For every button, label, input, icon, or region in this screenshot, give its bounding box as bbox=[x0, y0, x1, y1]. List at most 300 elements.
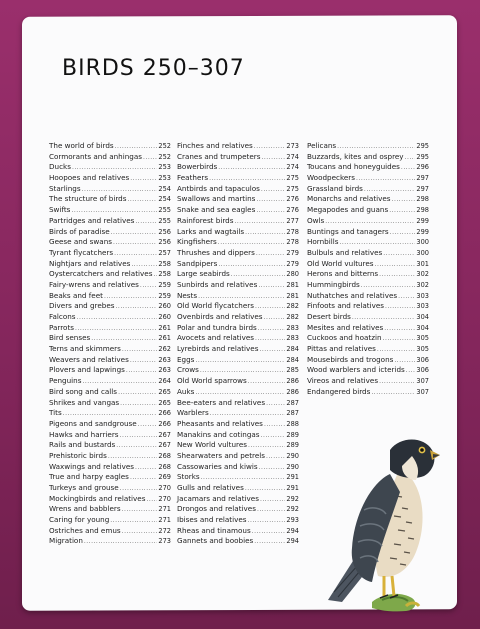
entry-page-number: 254 bbox=[158, 184, 171, 193]
entry-page-number: 277 bbox=[286, 216, 299, 225]
entry-page-number: 266 bbox=[158, 419, 171, 428]
contents-entry bbox=[49, 227, 171, 238]
contents-entry bbox=[307, 376, 429, 387]
entry-page-number: 279 bbox=[286, 259, 299, 268]
entry-page-number: 294 bbox=[286, 537, 299, 546]
entry-page-number: 300 bbox=[416, 248, 429, 257]
contents-entry bbox=[177, 344, 299, 355]
contents-entry bbox=[49, 419, 171, 430]
entry-page-number: 295 bbox=[416, 152, 429, 161]
contents-entry bbox=[307, 333, 429, 344]
entry-page-number: 302 bbox=[416, 270, 429, 279]
dot-leader bbox=[116, 442, 157, 449]
contents-entry bbox=[177, 515, 299, 526]
entry-page-number: 260 bbox=[158, 313, 171, 321]
entry-page-number: 271 bbox=[158, 505, 171, 514]
contents-entry bbox=[49, 152, 171, 163]
entry-label: Fairy-wrens and relatives bbox=[49, 279, 139, 289]
contents-entry bbox=[177, 376, 299, 387]
entry-label: Tyrant flycatchers bbox=[49, 247, 114, 257]
contents-column-3 bbox=[307, 141, 429, 398]
contents-entry bbox=[49, 408, 171, 419]
entry-label: Snake and sea eagles bbox=[177, 205, 256, 215]
dot-leader bbox=[195, 389, 285, 396]
entry-page-number: 299 bbox=[416, 216, 429, 225]
entry-label: Feathers bbox=[177, 173, 209, 183]
entry-label: Divers and grebes bbox=[49, 301, 115, 311]
entry-label: Bowerbirds bbox=[177, 162, 218, 172]
entry-label: Hawks and harriers bbox=[49, 429, 119, 439]
contents-entry bbox=[177, 387, 299, 398]
entry-label: Sunbirds and relatives bbox=[177, 279, 258, 289]
entry-page-number: 261 bbox=[158, 323, 171, 332]
dot-leader bbox=[383, 335, 416, 342]
dot-leader bbox=[91, 335, 157, 342]
contents-entry bbox=[307, 280, 429, 291]
entry-label: Cranes and trumpeters bbox=[177, 151, 261, 161]
entry-label: Bulbuls and relatives bbox=[307, 247, 383, 257]
dot-leader bbox=[130, 474, 157, 481]
entry-label: Gulls and relatives bbox=[177, 483, 244, 492]
entry-label: Migration bbox=[49, 536, 83, 546]
dot-leader bbox=[198, 293, 285, 300]
entry-page-number: 269 bbox=[158, 473, 171, 482]
contents-entry bbox=[307, 237, 429, 248]
entry-page-number: 267 bbox=[158, 441, 171, 450]
entry-label: Gannets and boobies bbox=[177, 536, 254, 546]
entry-label: Thrushes and dippers bbox=[177, 247, 255, 257]
dot-leader bbox=[113, 239, 157, 246]
contents-entry bbox=[49, 451, 171, 462]
contents-entry bbox=[49, 312, 171, 323]
contents-entry bbox=[49, 301, 171, 312]
entry-page-number: 260 bbox=[158, 302, 171, 311]
entry-label: Ovenbirds and relatives bbox=[177, 312, 263, 321]
contents-entry bbox=[307, 355, 429, 366]
contents-entry bbox=[177, 205, 299, 216]
entry-page-number: 296 bbox=[416, 163, 429, 172]
entry-label: Sandpipers bbox=[177, 258, 218, 268]
entry-label: Cormorants and anhingas bbox=[49, 151, 142, 161]
dot-leader bbox=[255, 303, 285, 310]
dot-leader bbox=[84, 538, 158, 545]
contents-entry bbox=[177, 408, 299, 419]
contents-entry bbox=[307, 301, 429, 312]
entry-page-number: 280 bbox=[286, 270, 299, 279]
entry-page-number: 283 bbox=[286, 334, 299, 343]
entry-page-number: 295 bbox=[416, 142, 429, 150]
dot-leader bbox=[255, 335, 285, 342]
entry-page-number: 253 bbox=[158, 174, 171, 183]
entry-label: Prehistoric birds bbox=[49, 450, 107, 460]
entry-page-number: 286 bbox=[286, 377, 299, 386]
dot-leader bbox=[261, 432, 286, 439]
dot-leader bbox=[266, 453, 285, 460]
entry-page-number: 302 bbox=[416, 280, 429, 289]
entry-page-number: 278 bbox=[286, 238, 299, 247]
contents-entry bbox=[177, 440, 299, 451]
contents-entry bbox=[307, 216, 429, 227]
entry-label: True and harpy eagles bbox=[49, 472, 129, 482]
entry-label: Starlings bbox=[49, 183, 81, 193]
entry-label: Wrens and babblers bbox=[49, 504, 121, 514]
entry-page-number: 276 bbox=[286, 195, 299, 204]
contents-entry bbox=[307, 248, 429, 259]
dot-leader bbox=[406, 367, 416, 374]
dot-leader bbox=[127, 196, 157, 203]
entry-page-number: 265 bbox=[158, 398, 171, 407]
entry-page-number: 270 bbox=[158, 484, 171, 492]
entry-page-number: 285 bbox=[286, 366, 299, 375]
entry-label: Vireos and relatives bbox=[307, 376, 379, 386]
dot-leader bbox=[135, 464, 157, 471]
entry-label: Endangered birds bbox=[307, 386, 371, 396]
contents-entry bbox=[177, 526, 299, 537]
entry-page-number: 258 bbox=[158, 270, 171, 279]
entry-page-number: 289 bbox=[286, 441, 299, 450]
dot-leader bbox=[337, 143, 415, 150]
entry-page-number: 294 bbox=[286, 526, 299, 535]
entry-label: Parrots bbox=[49, 322, 75, 332]
entry-page-number: 256 bbox=[158, 238, 171, 247]
contents-entry bbox=[177, 494, 299, 505]
dot-leader bbox=[385, 303, 415, 310]
dot-leader bbox=[259, 346, 285, 353]
entry-label: Megapodes and guans bbox=[307, 205, 389, 215]
entry-label: Ostriches and emus bbox=[49, 525, 121, 535]
contents-entry bbox=[49, 344, 171, 355]
dot-leader bbox=[248, 517, 286, 524]
contents-entry bbox=[307, 387, 429, 398]
entry-label: Herons and bitterns bbox=[307, 269, 379, 279]
contents-column-1 bbox=[49, 141, 171, 547]
dot-leader bbox=[146, 496, 157, 503]
entry-label: Terns and skimmers bbox=[49, 344, 121, 354]
entry-label: Crows bbox=[177, 365, 199, 375]
dot-leader bbox=[398, 293, 415, 300]
dot-leader bbox=[245, 485, 286, 492]
entry-label: Weavers and relatives bbox=[49, 354, 129, 364]
entry-label: Rails and bustards bbox=[49, 440, 116, 450]
entry-page-number: 301 bbox=[416, 259, 429, 268]
entry-page-number: 307 bbox=[416, 387, 429, 396]
entry-page-number: 281 bbox=[286, 280, 299, 289]
entry-page-number: 305 bbox=[416, 345, 429, 354]
entry-label: Mockingbirds and relatives bbox=[49, 493, 146, 503]
contents-entry bbox=[177, 237, 299, 248]
entry-label: Grassland birds bbox=[307, 183, 363, 193]
entry-page-number: 274 bbox=[286, 152, 299, 161]
entry-page-number: 264 bbox=[158, 377, 171, 386]
entry-page-number: 300 bbox=[416, 238, 429, 247]
contents-entry bbox=[177, 152, 299, 163]
contents-entry bbox=[177, 333, 299, 344]
contents-entry bbox=[177, 419, 299, 430]
dot-leader bbox=[108, 453, 158, 460]
contents-entry bbox=[177, 355, 299, 366]
entry-label: Antbirds and tapaculos bbox=[177, 183, 260, 193]
entry-label: Hoopoes and relatives bbox=[49, 173, 130, 183]
contents-entry bbox=[307, 344, 429, 355]
contents-entry bbox=[49, 269, 171, 280]
contents-entry bbox=[177, 462, 299, 473]
dot-leader bbox=[266, 400, 285, 407]
entry-page-number: 298 bbox=[416, 195, 429, 204]
page-title: BIRDS 250–307 bbox=[62, 56, 245, 81]
entry-label: Mesites and relatives bbox=[307, 322, 384, 332]
entry-label: Plovers and lapwings bbox=[49, 365, 125, 375]
entry-page-number: 292 bbox=[286, 494, 299, 503]
dot-leader bbox=[379, 271, 415, 278]
entry-page-number: 307 bbox=[416, 377, 429, 386]
entry-label: Lyrebirds and relatives bbox=[177, 344, 259, 354]
contents-entry bbox=[177, 248, 299, 259]
entry-page-number: 291 bbox=[286, 484, 299, 492]
contents-entry bbox=[307, 162, 429, 173]
entry-label: Turkeys and grouse bbox=[49, 483, 119, 492]
dot-leader bbox=[231, 271, 286, 278]
contents-entry bbox=[49, 205, 171, 216]
entry-label: Nuthatches and relatives bbox=[307, 290, 398, 300]
entry-page-number: 252 bbox=[158, 142, 171, 150]
entry-page-number: 272 bbox=[158, 526, 171, 535]
dot-leader bbox=[264, 421, 285, 428]
entry-page-number: 276 bbox=[286, 206, 299, 215]
contents-entry bbox=[307, 259, 429, 270]
entry-page-number: 261 bbox=[158, 334, 171, 343]
entry-page-number: 278 bbox=[286, 227, 299, 236]
entry-label: Rainforest birds bbox=[177, 215, 234, 225]
contents-entry bbox=[177, 173, 299, 184]
entry-label: Monarchs and relatives bbox=[307, 194, 391, 204]
entry-page-number: 291 bbox=[286, 473, 299, 482]
dot-leader bbox=[122, 346, 158, 353]
entry-page-number: 298 bbox=[416, 206, 429, 215]
entry-label: Hornbills bbox=[307, 237, 339, 247]
dot-leader bbox=[361, 282, 416, 289]
contents-entry bbox=[49, 462, 171, 473]
dot-leader bbox=[379, 378, 415, 385]
dot-leader bbox=[256, 196, 285, 203]
entry-page-number: 304 bbox=[416, 313, 429, 321]
entry-label: Birds of paradise bbox=[49, 226, 110, 236]
dot-leader bbox=[118, 389, 157, 396]
dot-leader bbox=[352, 314, 416, 321]
entry-page-number: 305 bbox=[416, 334, 429, 343]
contents-entry bbox=[177, 398, 299, 409]
dot-leader bbox=[371, 389, 415, 396]
entry-page-number: 287 bbox=[286, 398, 299, 407]
dot-leader bbox=[256, 207, 285, 214]
entry-page-number: 273 bbox=[286, 142, 299, 150]
entry-label: Bee-eaters and relatives bbox=[177, 397, 266, 407]
contents-entry bbox=[49, 248, 171, 259]
entry-label: Old World vultures bbox=[307, 258, 374, 268]
dot-leader bbox=[392, 196, 416, 203]
dot-leader bbox=[143, 154, 157, 161]
dot-leader bbox=[120, 400, 157, 407]
entry-page-number: 286 bbox=[286, 387, 299, 396]
dot-leader bbox=[254, 143, 286, 150]
dot-leader bbox=[116, 303, 158, 310]
entry-label: Jacamars and relatives bbox=[177, 493, 259, 503]
contents-entry bbox=[177, 291, 299, 302]
entry-label: Pigeons and sandgrouse bbox=[49, 418, 137, 428]
contents-entry bbox=[307, 227, 429, 238]
contents-entry bbox=[49, 494, 171, 505]
entry-label: Nests bbox=[177, 290, 198, 300]
entry-page-number: 255 bbox=[158, 206, 171, 215]
entry-label: Bird senses bbox=[49, 333, 91, 343]
contents-entry bbox=[307, 205, 429, 216]
dot-leader bbox=[261, 186, 285, 193]
contents-entry bbox=[307, 194, 429, 205]
entry-page-number: 304 bbox=[416, 323, 429, 332]
entry-label: Polar and tundra birds bbox=[177, 322, 257, 332]
entry-label: Large seabirds bbox=[177, 269, 230, 279]
dot-leader bbox=[377, 346, 416, 353]
dot-leader bbox=[405, 154, 416, 161]
contents-entry bbox=[49, 237, 171, 248]
dot-leader bbox=[82, 186, 158, 193]
entry-label: Drongos and relatives bbox=[177, 504, 256, 514]
entry-page-number: 275 bbox=[286, 184, 299, 193]
contents-entry bbox=[49, 376, 171, 387]
entry-page-number: 303 bbox=[416, 291, 429, 300]
dot-leader bbox=[375, 261, 416, 268]
dot-leader bbox=[82, 378, 157, 385]
dot-leader bbox=[261, 154, 285, 161]
contents-entry bbox=[49, 430, 171, 441]
entry-page-number: 303 bbox=[416, 302, 429, 311]
entry-label: Wood warblers and icterids bbox=[307, 365, 405, 375]
entry-label: Finches and relatives bbox=[177, 141, 253, 150]
dot-leader bbox=[111, 229, 158, 236]
contents-entry bbox=[49, 365, 171, 376]
entry-page-number: 253 bbox=[158, 163, 171, 172]
dot-leader bbox=[72, 164, 157, 171]
contents-entry bbox=[49, 526, 171, 537]
entry-label: Avocets and relatives bbox=[177, 333, 255, 343]
contents-entry bbox=[177, 280, 299, 291]
entry-label: Finfoots and relatives bbox=[307, 301, 384, 311]
contents-entry bbox=[177, 184, 299, 195]
dot-leader bbox=[114, 250, 157, 257]
dot-leader bbox=[75, 325, 157, 332]
entry-label: Beaks and feet bbox=[49, 290, 103, 300]
contents-column-2 bbox=[177, 141, 299, 547]
dot-leader bbox=[401, 164, 416, 171]
dot-leader bbox=[104, 293, 157, 300]
entry-page-number: 284 bbox=[286, 345, 299, 354]
contents-entry bbox=[49, 323, 171, 334]
entry-label: Desert birds bbox=[307, 312, 351, 321]
contents-entry bbox=[49, 483, 171, 494]
entry-page-number: 299 bbox=[416, 227, 429, 236]
contents-entry bbox=[49, 387, 171, 398]
entry-page-number: 254 bbox=[158, 195, 171, 204]
entry-page-number: 292 bbox=[286, 505, 299, 514]
contents-entry bbox=[49, 515, 171, 526]
dot-leader bbox=[110, 517, 157, 524]
entry-label: Warblers bbox=[177, 408, 209, 418]
entry-label: Ducks bbox=[49, 162, 71, 172]
entry-page-number: 268 bbox=[158, 451, 171, 460]
entry-label: Pheasants and relatives bbox=[177, 418, 263, 428]
dot-leader bbox=[248, 378, 286, 385]
entry-label: Woodpeckers bbox=[307, 173, 356, 183]
dot-leader bbox=[120, 432, 158, 439]
entry-page-number: 297 bbox=[416, 184, 429, 193]
contents-entry bbox=[177, 301, 299, 312]
peregrine-falcon-illustration bbox=[320, 430, 442, 615]
entry-label: Swallows and martins bbox=[177, 194, 256, 204]
contents-entry bbox=[49, 259, 171, 270]
contents-entry bbox=[177, 472, 299, 483]
dot-leader bbox=[126, 367, 158, 374]
dot-leader bbox=[77, 314, 158, 321]
entry-label: Kingfishers bbox=[177, 237, 217, 247]
dot-leader bbox=[258, 282, 285, 289]
contents-entry bbox=[49, 398, 171, 409]
entry-label: Old World flycatchers bbox=[177, 301, 254, 311]
contents-entry bbox=[177, 269, 299, 280]
entry-page-number: 290 bbox=[286, 462, 299, 471]
entry-page-number: 306 bbox=[416, 355, 429, 364]
entry-page-number: 266 bbox=[158, 409, 171, 418]
entry-page-number: 306 bbox=[416, 366, 429, 375]
contents-entry bbox=[177, 162, 299, 173]
dot-leader bbox=[218, 239, 286, 246]
entry-label: Penguins bbox=[49, 376, 82, 386]
entry-page-number: 267 bbox=[158, 430, 171, 439]
dot-leader bbox=[364, 186, 415, 193]
entry-page-number: 283 bbox=[286, 323, 299, 332]
contents-entry bbox=[177, 504, 299, 515]
contents-entry bbox=[307, 152, 429, 163]
contents-entry bbox=[177, 312, 299, 323]
contents-entry bbox=[49, 291, 171, 302]
entry-label: Ibises and relatives bbox=[177, 515, 247, 525]
entry-page-number: 288 bbox=[286, 419, 299, 428]
contents-entry bbox=[177, 216, 299, 227]
entry-page-number: 257 bbox=[158, 248, 171, 257]
entry-label: The structure of birds bbox=[49, 194, 127, 204]
entry-page-number: 282 bbox=[286, 313, 299, 321]
contents-entry bbox=[307, 323, 429, 334]
contents-entry bbox=[49, 141, 171, 152]
dot-leader bbox=[210, 410, 286, 417]
dot-leader bbox=[264, 314, 286, 321]
entry-page-number: 256 bbox=[158, 227, 171, 236]
entry-page-number: 273 bbox=[158, 537, 171, 546]
entry-label: Eggs bbox=[177, 354, 195, 364]
entry-label: Old World sparrows bbox=[177, 376, 247, 386]
entry-label: Pelicans bbox=[307, 141, 337, 150]
dot-leader bbox=[122, 528, 158, 535]
contents-entry bbox=[49, 194, 171, 205]
entry-page-number: 265 bbox=[158, 387, 171, 396]
contents-entry bbox=[49, 472, 171, 483]
dot-leader bbox=[153, 271, 157, 278]
dot-leader bbox=[140, 282, 158, 289]
contents-entry bbox=[307, 312, 429, 323]
dot-leader bbox=[252, 528, 286, 535]
entry-page-number: 279 bbox=[286, 248, 299, 257]
entry-page-number: 297 bbox=[416, 174, 429, 183]
dot-leader bbox=[390, 229, 416, 236]
entry-label: Manakins and cotingas bbox=[177, 429, 260, 439]
